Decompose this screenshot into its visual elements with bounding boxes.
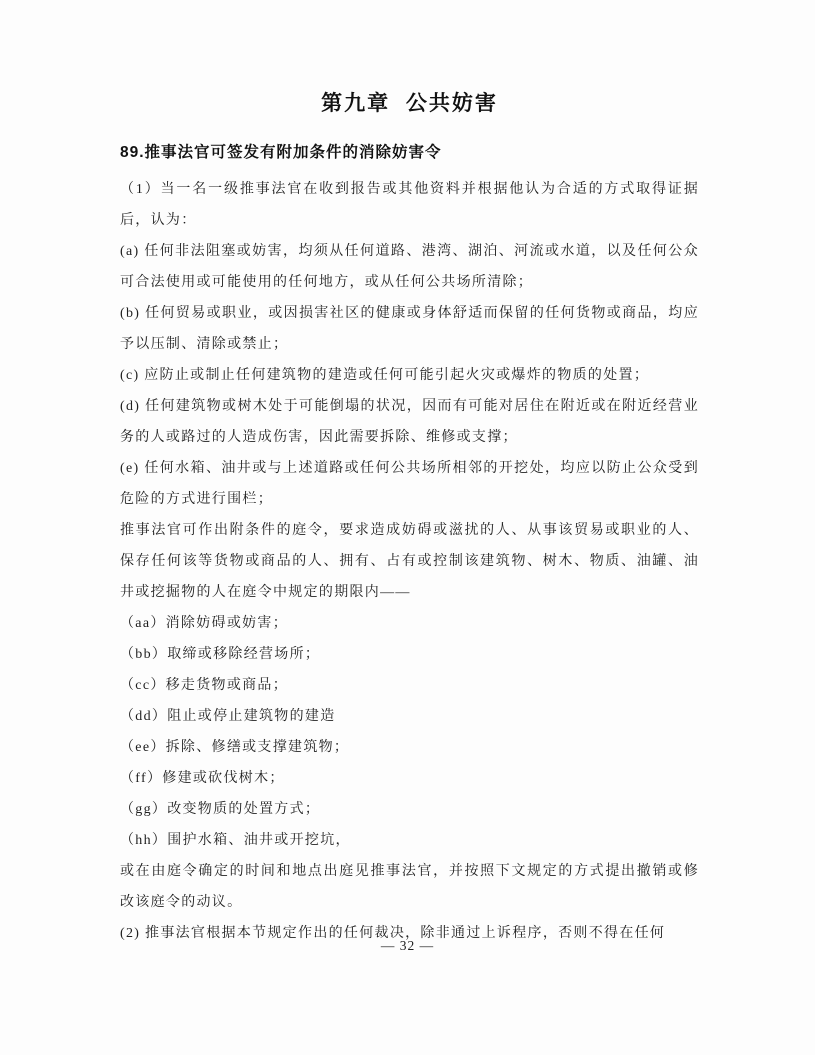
clause-2: (2) 推事法官根据本节规定作出的任何裁决，除非通过上诉程序，否则不得在任何 (120, 926, 666, 941)
order-intro: 推事法官可作出附条件的庭令，要求造成妨碍或滋扰的人、从事该贸易或职业的人、保存任何该等货物或商品的人、拥有、占有或控制该建筑物、树木、物质、油罐、油井或挖掘物的人在庭令中规定的期限内—— (120, 523, 699, 600)
section-heading: 89.推事法官可签发有附加条件的消除妨害令 (120, 144, 442, 161)
item-cc: （cc）移走货物或商品； (120, 678, 289, 693)
item-dd: （dd）阻止或停止建筑物的建造 (120, 709, 336, 724)
item-ff: （ff）修建或砍伐树木； (120, 771, 285, 786)
chapter-title: 第九章 公共妨害 (321, 92, 498, 115)
item-aa: （aa）消除妨碍或妨害； (120, 616, 289, 631)
clause-a: (a) 任何非法阻塞或妨害，均须从任何道路、港湾、湖泊、河流或水道，以及任何公众可合法使用或可能使用的任何地方，或从任何公共场所清除； (120, 244, 699, 290)
clause-1: （1）当一名一级推事法官在收到报告或其他资料并根据他认为合适的方式取得证据后，认为： (120, 182, 699, 228)
clause-c: (c) 应防止或制止任何建筑物的建造或任何可能引起火灾或爆炸的物质的处置； (120, 368, 650, 383)
item-gg: （gg）改变物质的处置方式； (120, 802, 321, 817)
item-hh: （hh）围护水箱、油井或开挖坑， (120, 833, 351, 848)
item-ee: （ee）拆除、修缮或支撑建筑物； (120, 740, 350, 755)
clause-d: (d) 任何建筑物或树木处于可能倒塌的状况，因而有可能对居住在附近或在附近经营业务的人或路过的人造成伤害，因此需要拆除、维修或支撑； (120, 399, 699, 445)
appearance-clause: 或在由庭令确定的时间和地点出庭见推事法官，并按照下文规定的方式提出撤销或修改该庭令的动议。 (120, 864, 699, 910)
document-body (120, 174, 699, 949)
item-bb: （bb）取缔或移除经营场所； (120, 647, 321, 662)
clause-b: (b) 任何贸易或职业，或因损害社区的健康或身体舒适而保留的任何货物或商品，均应予以压制、清除或禁止； (120, 306, 699, 352)
page-number: — 32 — (380, 938, 435, 953)
clause-e: (e) 任何水箱、油井或与上述道路或任何公共场所相邻的开挖处，均应以防止公众受到危险的方式进行围栏； (120, 461, 699, 507)
